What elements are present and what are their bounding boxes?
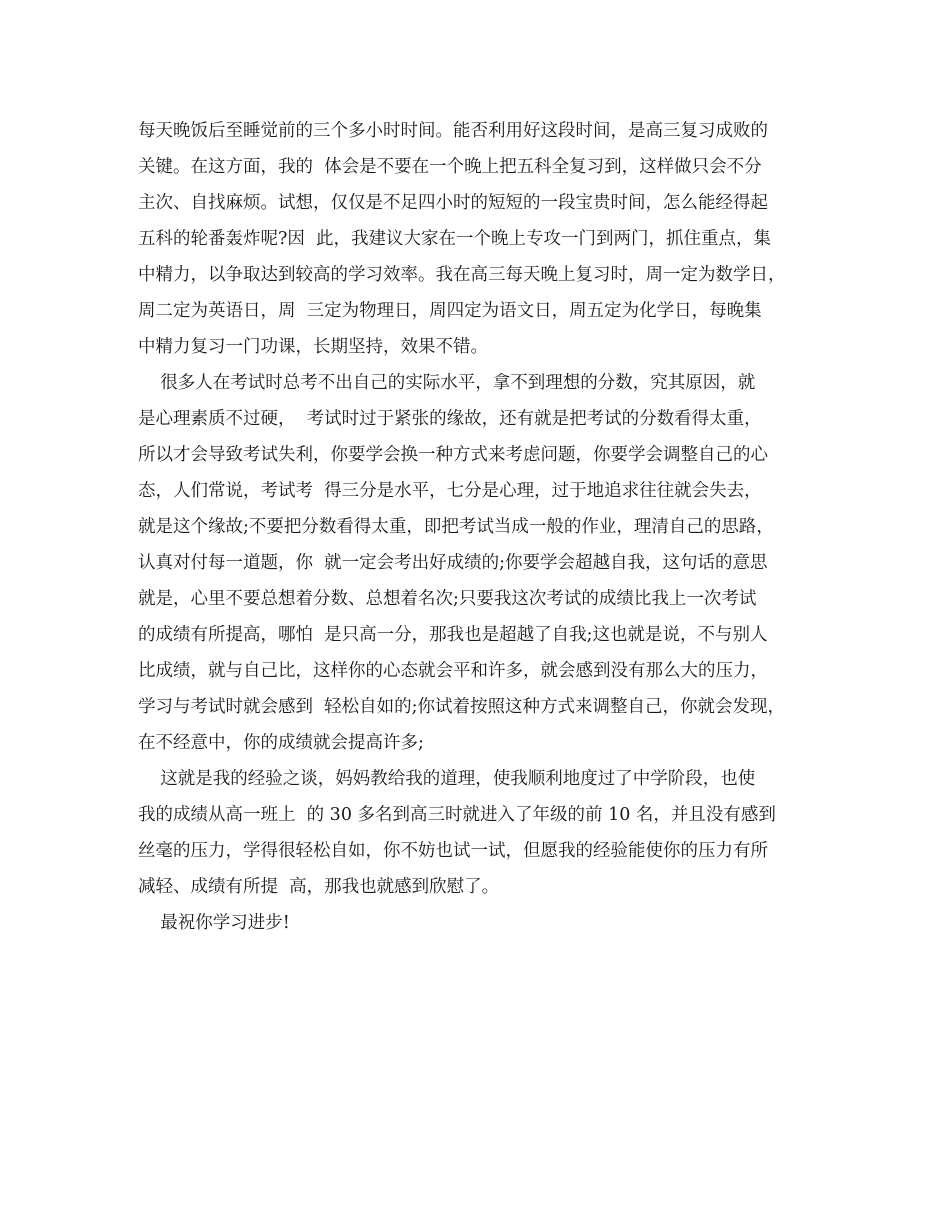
paragraph-1-line-6: 周二定为英语日，周 三定为物理日，周四定为语文日，周五定为化学日，每晚集 (138, 301, 762, 321)
document-body (138, 113, 828, 941)
paragraph-1-line-4: 五科的轮番轰炸呢?因 此，我建议大家在一个晚上专攻一门到两门，抓住重点，集 (138, 229, 772, 249)
paragraph-2-line-11: 在不经意中，你的成绩就会提高许多; (138, 733, 424, 753)
paragraph-2-line-4: 态，人们常说，考试考 得三分是水平，七分是心理，过于地追求往往就会失去， (138, 481, 762, 501)
paragraph-2-line-10: 学习与考试时就会感到 轻松自如的;你试着按照这种方式来调整自己，你就会发现， (138, 697, 786, 717)
paragraph-3-line-4: 减轻、成绩有所提 高，那我也就感到欣慰了。 (138, 877, 500, 897)
paragraph-2-line-5: 就是这个缘故;不要把分数看得太重，即把考试当成一般的作业，理清自己的思路， (138, 517, 774, 537)
paragraph-1-line-5: 中精力，以争取达到较高的学习效率。我在高三每天晚上复习时，周一定为数学日， (138, 265, 786, 285)
paragraph-1-line-3: 主次、自找麻烦。试想，仅仅是不足四小时的短短的一段宝贵时间，怎么能经得起 (138, 193, 768, 213)
paragraph-2-line-2: 是心理素质不过硬， 考试时过于紧张的缘故，还有就是把考试的分数看得太重， (138, 409, 762, 429)
paragraph-2-line-8: 的成绩有所提高，哪怕 是只高一分，那我也是超越了自我;这也就是说，不与别人 (138, 625, 768, 645)
paragraph-1-line-7: 中精力复习一门功课，长期坚持，效果不错。 (138, 337, 488, 357)
paragraph-4-line-1: 最祝你学习进步! (138, 913, 290, 933)
paragraph-1-line-1: 每天晚饭后至睡觉前的三个多小时时间。能否利用好这段时间，是高三复习成败的 (138, 121, 768, 141)
paragraph-3-line-1: 这就是我的经验之谈，妈妈教给我的道理，使我顺利地度过了中学阶段，也使 (138, 769, 756, 789)
paragraph-2-line-9: 比成绩，就与自己比，这样你的心态就会平和许多，就会感到没有那么大的压力， (138, 661, 768, 681)
paragraph-2-line-6: 认真对付每一道题，你 就一定会考出好成绩的;你要学会超越自我，这句话的意思 (138, 553, 768, 573)
paragraph-1-line-2: 关键。在这方面，我的 体会是不要在一个晚上把五科全复习到，这样做只会不分 (138, 157, 762, 177)
paragraph-3-line-2: 我的成绩从高一班上 的 30 多名到高三时就进入了年级的前 10 名，并且没有感到 (138, 805, 776, 825)
paragraph-2-line-1: 很多人在考试时总考不出自己的实际水平，拿不到理想的分数，究其原因，就 (138, 373, 756, 393)
paragraph-3-line-3: 丝毫的压力，学得很轻松自如，你不妨也试一试，但愿我的经验能使你的压力有所 (138, 841, 768, 861)
paragraph-2-line-3: 所以才会导致考试失利，你要学会换一种方式来考虑问题，你要学会调整自己的心 (138, 445, 768, 465)
paragraph-2-line-7: 就是，心里不要总想着分数、总想着名次;只要我这次考试的成绩比我上一次考试 (138, 589, 757, 609)
